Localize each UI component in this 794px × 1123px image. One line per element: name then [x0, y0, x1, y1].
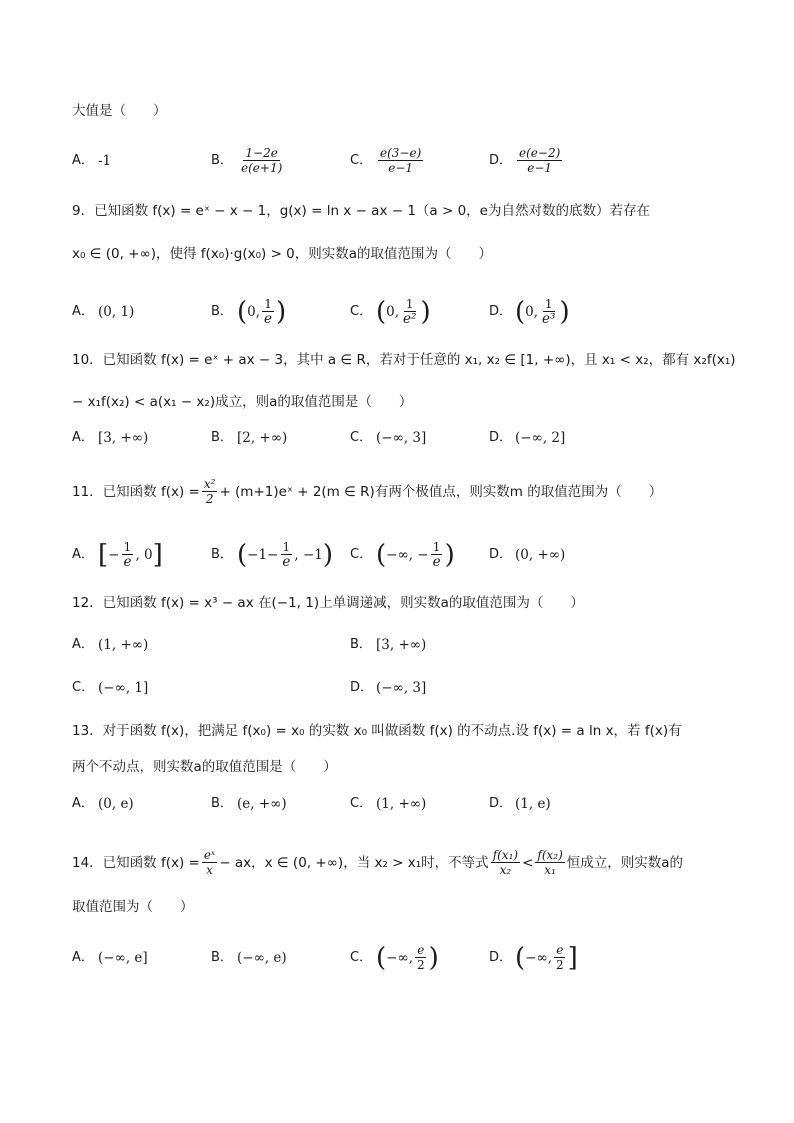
q10-option-d: D． (−∞, 2] — [489, 430, 566, 446]
q11-options — [72, 540, 734, 569]
fraction: $\frac{e}{2}$ — [417, 943, 425, 972]
q14-option-b: B． (−∞, e) — [211, 949, 287, 966]
fraction: $\frac{1}{e}$ — [123, 540, 132, 570]
q10-option-a: A． [3, +∞) — [72, 430, 149, 446]
q11-stem: 11．已知函数 f(x) = $\frac{\text{x²}}{2}$ + (m+1)eˣ + 2(m ∈ R)有两个极值点，则实数m 的取值范围为（ ） — [72, 477, 663, 506]
q10-stem-line1: 10．已知函数 f(x) = eˣ + ax − 3，其中 a ∈ R，若对于任意的 x₁, x₂ ∈ [1, +∞)，且 x₁ < x₂，都有 x₂f(x₁) — [72, 352, 736, 368]
fraction: $\frac{\text{eˣ}}{x}$ — [203, 848, 216, 877]
q13-option-a: A． (0, e) — [72, 796, 134, 812]
q13-option-d: D． (1, e) — [489, 796, 551, 812]
fraction: $\frac{1}{\text{e³}}$ — [542, 297, 556, 327]
q12-options-row1 — [72, 635, 734, 655]
q8-stem-tail: 大值是（ ） — [72, 103, 167, 119]
q14-option-a: A． (−∞, e] — [72, 949, 148, 966]
q13-option-b: B． (e, +∞) — [211, 796, 287, 812]
q8-option-a: A． -1 — [72, 152, 112, 169]
q9-option-c: C． ( 0, $\frac{1}{\text{e²}}$ ) — [350, 296, 431, 327]
q8-option-d: D． $\frac{e(e-2)}{e-1}$ — [489, 146, 561, 175]
q11-option-d: D． (0, +∞) — [489, 546, 566, 563]
q12-stem: 12．已知函数 f(x) = x³ − ax 在(−1, 1)上单调递减，则实数a的取值范围为（ ） — [72, 595, 584, 611]
q8-option-b: B． $\frac{1-2e}{e(e+1)}$ — [211, 146, 283, 175]
fraction: $\frac{\text{f(x₂)}}{\text{x₁}}$ — [537, 848, 563, 877]
q13-stem-line1: 13．对于函数 f(x)，把满足 f(x₀) = x₀ 的实数 x₀ 叫做函数 f(x) 的不动点.设 f(x) = a ln x，若 f(x)有 — [72, 723, 682, 739]
q8-option-c: C． $\frac{e(3-e)}{e-1}$ — [350, 146, 422, 175]
q10-stem-line2: − x₁f(x₂) < a(x₁ − x₂)成立，则a的取值范围是（ ） — [72, 394, 413, 410]
q9-stem-line1: 9．已知函数 f(x) = eˣ − x − 1，g(x) = ln x − ax − 1（a > 0，e为自然对数的底数）若存在 — [72, 203, 650, 219]
q9-stem-line2: x₀ ∈ (0, +∞)，使得 f(x₀)·g(x₀) > 0，则实数a的取值范围为（ ） — [72, 246, 493, 262]
q12-option-d: D． (−∞, 3] — [350, 680, 427, 696]
fraction: $\frac{e(3-e)}{e-1}$ — [380, 146, 422, 175]
q11-option-c: C． ( −∞, − $\frac{1}{e}$ ) — [350, 539, 455, 570]
fraction: $\frac{e(e-2)}{e-1}$ — [519, 146, 561, 175]
fraction: $\frac{\text{x²}}{2}$ — [203, 477, 216, 506]
q14-option-d: D． ( −∞, $\frac{e}{2}$ ] — [489, 942, 578, 973]
q14-options — [72, 943, 734, 972]
fraction: $\frac{1}{e}$ — [282, 540, 291, 570]
q9-options — [72, 297, 734, 326]
q14-stem-line2: 取值范围为（ ） — [72, 899, 194, 915]
q13-stem-line2: 两个不动点，则实数a的取值范围是（ ） — [72, 759, 337, 775]
q12-option-a: A． (1, +∞) — [72, 637, 149, 653]
fraction: $\frac{1}{\text{e²}}$ — [403, 297, 417, 327]
q12-options-row2 — [72, 678, 734, 698]
q10-option-b: B． [2, +∞) — [211, 430, 288, 446]
fraction: $\frac{1}{e}$ — [432, 540, 441, 570]
q9-option-d: D． ( 0, $\frac{1}{\text{e³}}$ ) — [489, 296, 570, 327]
fraction: $\frac{e}{2}$ — [556, 943, 564, 972]
q13-option-c: C． (1, +∞) — [350, 796, 427, 812]
q11-option-b: B． ( −1− $\frac{1}{e}$ , −1 ) — [211, 539, 334, 570]
q12-option-b: B． [3, +∞) — [350, 637, 427, 653]
q9-option-a: A． (0, 1) — [72, 303, 135, 320]
fraction: $\frac{1-2e}{e(e+1)}$ — [241, 146, 283, 175]
q8-options — [72, 146, 734, 175]
q14-option-c: C． ( −∞, $\frac{e}{2}$ ) — [350, 942, 439, 973]
q10-options — [72, 428, 734, 448]
q9-option-b: B． ( 0, $\frac{1}{e}$ ) — [211, 296, 287, 327]
q11-option-a: A． [ − $\frac{1}{e}$ , 0 ] — [72, 539, 163, 570]
fraction: $\frac{1}{e}$ — [264, 297, 273, 327]
q12-option-c: C． (−∞, 1] — [72, 680, 149, 696]
q10-option-c: C． (−∞, 3] — [350, 430, 427, 446]
q13-options — [72, 794, 734, 814]
fraction: $\frac{\text{f(x₁)}}{\text{x₂}}$ — [492, 848, 519, 877]
q14-stem-line1: 14．已知函数 f(x) = $\frac{\text{eˣ}}{x}$ − ax，x ∈ (0, +∞)，当 x₂ > x₁时，不等式 $\frac{\text{f(x₁)}}{\text{x₂}}$ < $\frac{\text{f(x₂)}}{\text{x₁}}$ 恒成立，则实数a的 — [72, 848, 684, 877]
